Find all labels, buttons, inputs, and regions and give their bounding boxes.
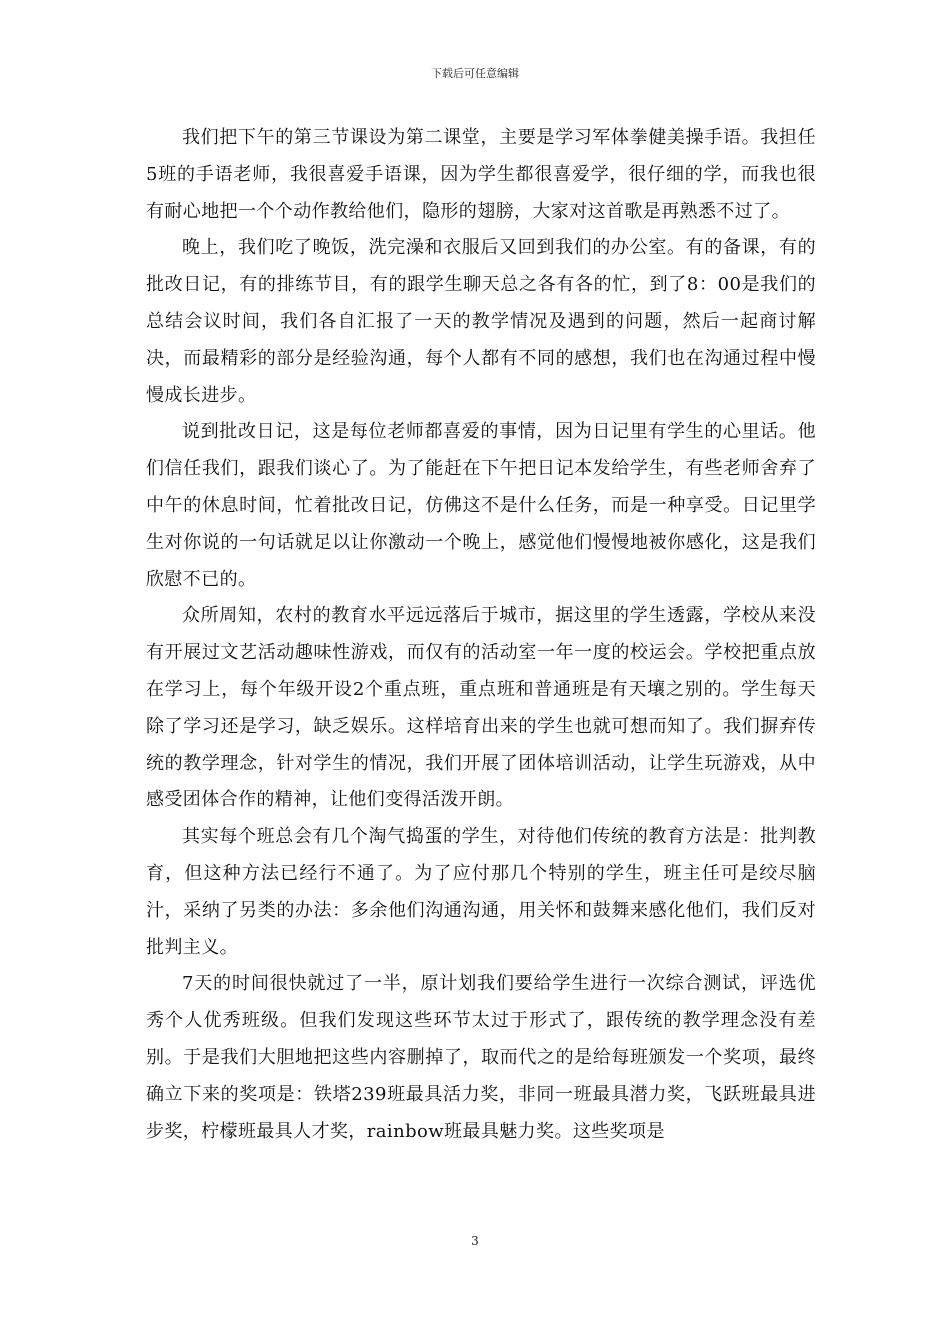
paragraph-second-classroom: 我们把下午的第三节课设为第二课堂，主要是学习军体拳健美操手语。我担任5班的手语老师，我很喜爱手语课，因为学生都很喜爱学，很仔细的学，而我也很有耐心地把一个个动作教给他们，隐形的翅膀，大家对这首歌是再熟悉不过了。 bbox=[146, 127, 816, 222]
paragraph-evening-meeting: 晚上，我们吃了晚饭，洗完澡和衣服后又回到我们的办公室。有的备课，有的批改日记，有的排练节目，有的跟学生聊天总之各有各的忙，到了8：00是我们的总结会议时间，我们各自汇报了一天的教学情况及遇到的问题，然后一起商讨解决，而最精彩的部分是经验沟通，每个人都有不同的感想，我们也在沟通过程中慢慢成长进步。 bbox=[146, 237, 816, 406]
page-header: 下载后可任意编辑 bbox=[431, 67, 519, 80]
paragraph-naughty-students: 其实每个班总会有几个淘气捣蛋的学生，对待他们传统的教育方法是：批判教育，但这种方法已经行不通了。为了应付那几个特别的学生，班主任可是绞尽脑汁，采纳了另类的办法：多余他们沟通沟通，用关怀和鼓舞来感化他们，我们反对批判主义。 bbox=[146, 826, 816, 958]
paragraph-class-awards: 7天的时间很快就过了一半，原计划我们要给学生进行一次综合测试，评选优秀个人优秀班级。但我们发现这些环节太过于形式了，跟传统的教学理念没有差别。于是我们大胆地把这些内容删掉了，取而代之的是给每班颁发一个奖项，最终确立下来的奖项是：铁塔239班最具活力奖，非同一班最具潜力奖，飞跃班最具进步奖，柠檬班最具人才奖，rainbow班最具魅力奖。这些奖项是 bbox=[146, 973, 816, 1142]
paragraph-rural-education: 众所周知，农村的教育水平远远落后于城市，据这里的学生透露，学校从来没有开展过文艺活动趣味性游戏，而仅有的活动室一年一度的校运会。学校把重点放在学习上，每个年级开设2个重点班，重点班和普通班是有天壤之别的。学生每天除了学习还是学习，缺乏娱乐。这样培育出来的学生也就可想而知了。我们摒弃传统的教学理念，针对学生的情况，我们开展了团体培训活动，让学生玩游戏，从中感受团体合作的精神，让他们变得活泼开朗。 bbox=[146, 605, 816, 811]
paragraph-diary-marking: 说到批改日记，这是每位老师都喜爱的事情，因为日记里有学生的心里话。他们信任我们，跟我们谈心了。为了能赶在下午把日记本发给学生，有些老师舍弃了中午的休息时间，忙着批改日记，仿佛这不是什么任务，而是一种享受。日记里学生对你说的一句话就足以让你激动一个晚上，感觉他们慢慢地被你感化，这是我们欣慰不已的。 bbox=[146, 421, 816, 590]
document-body bbox=[146, 120, 816, 1150]
page-number: 3 bbox=[471, 1234, 479, 1248]
